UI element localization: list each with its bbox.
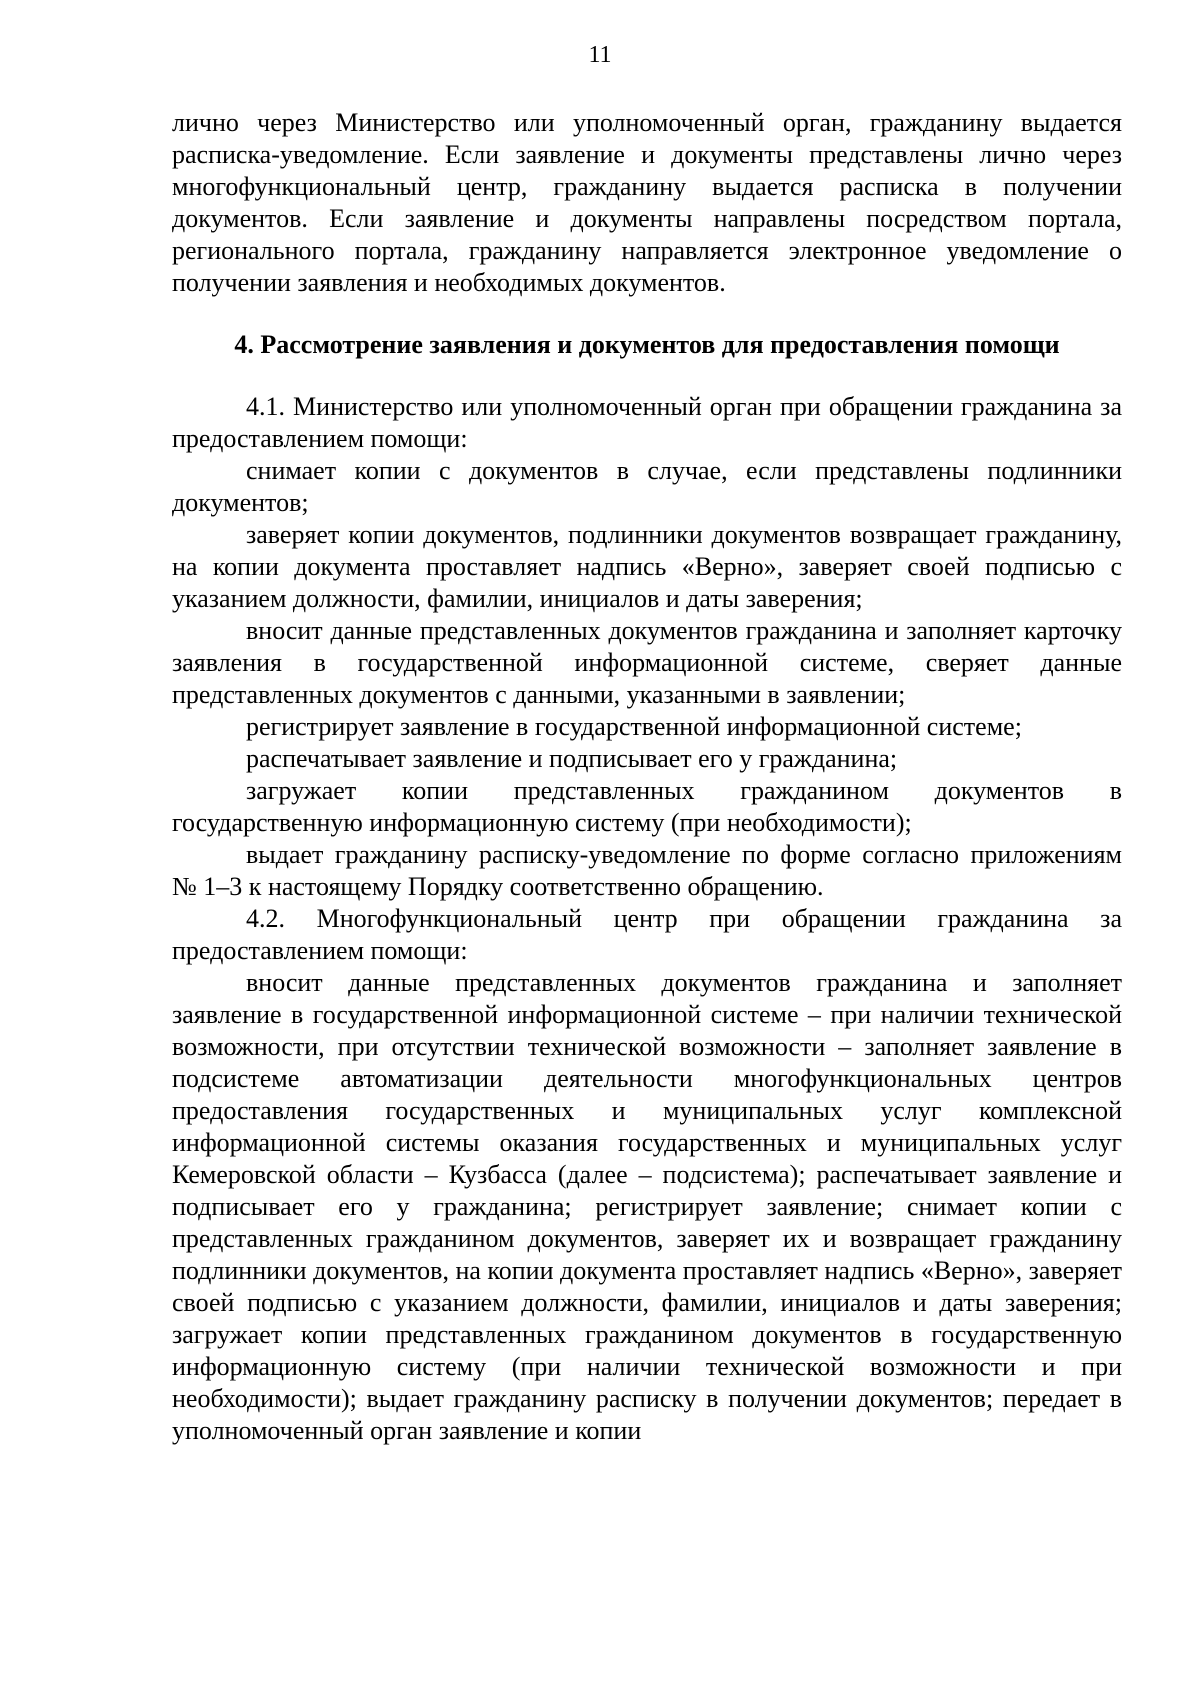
paragraph-item: выдает гражданину расписку-уведомление по форме согласно приложениям № 1–3 к настоящему Порядку соответственно обращению.	[172, 840, 1122, 901]
paragraph-item: распечатывает заявление и подписывает его у гражданина;	[246, 744, 898, 773]
paragraph-4-2: 4.2. Многофункциональный центр при обращении гражданина за предоставлением помощи:	[172, 904, 1122, 965]
page-number: 11	[588, 42, 612, 68]
paragraph-item: загружает копии представленных гражданином документов в государственную информационную систему (при необходимости);	[172, 776, 1122, 837]
paragraph-item: заверяет копии документов, подлинники документов возвращает гражданину, на копии документа проставляет надпись «Верно», заверяет своей подписью с указанием должности, фамилии, инициалов и даты заверения;	[172, 520, 1122, 613]
paragraph-item: регистрирует заявление в государственной информационной системе;	[246, 712, 1022, 741]
paragraph-item: вносит данные представленных документов гражданина и заполняет заявление в государственной информационной системе – при наличии технической возможности, при отсутствии технической возможности – заполняет заявление в подсистеме автоматизации деятельности многофункциональных центров предоставления государственных и муниципальных услуг комплексной информационной системы оказания государственных и муниципальных услуг Кемеровской области – Кузбасса (далее – подсистема); распечатывает заявление и подписывает его у гражданина; регистрирует заявление; снимает копии с представленных гражданином документов, заверяет их и возвращает гражданину подлинники документов, на копии документа проставляет надпись «Верно», заверяет своей подписью с указанием должности, фамилии, инициалов и даты заверения; загружает копии представленных гражданином документов в государственную информационную систему (при наличии технической возможности и при необходимости); выдает гражданину расписку в получении документов; передает в уполномоченный орган заявление и копии	[172, 968, 1122, 1445]
document-body	[172, 107, 1122, 1447]
intro-paragraph: лично через Министерство или уполномоченный орган, гражданину выдается расписка-уведомление. Если заявление и документы представлены лично через многофункциональный центр, гражданину выдается расписка в получении документов. Если заявление и документы направлены посредством портала, регионального портала, гражданину направляется электронное уведомление о получении заявления и необходимых документов.	[172, 108, 1122, 297]
paragraph-item: вносит данные представленных документов гражданина и заполняет карточку заявления в государственной информационной системе, сверяет данные представленных документов с данными, указанными в заявлении;	[172, 616, 1122, 709]
paragraph-item: снимает копии с документов в случае, если представлены подлинники документов;	[172, 456, 1122, 517]
paragraph-4-1: 4.1. Министерство или уполномоченный орган при обращении гражданина за предоставлением помощи:	[172, 392, 1122, 453]
section-heading: 4. Рассмотрение заявления и документов для предоставления помощи	[234, 330, 1060, 359]
